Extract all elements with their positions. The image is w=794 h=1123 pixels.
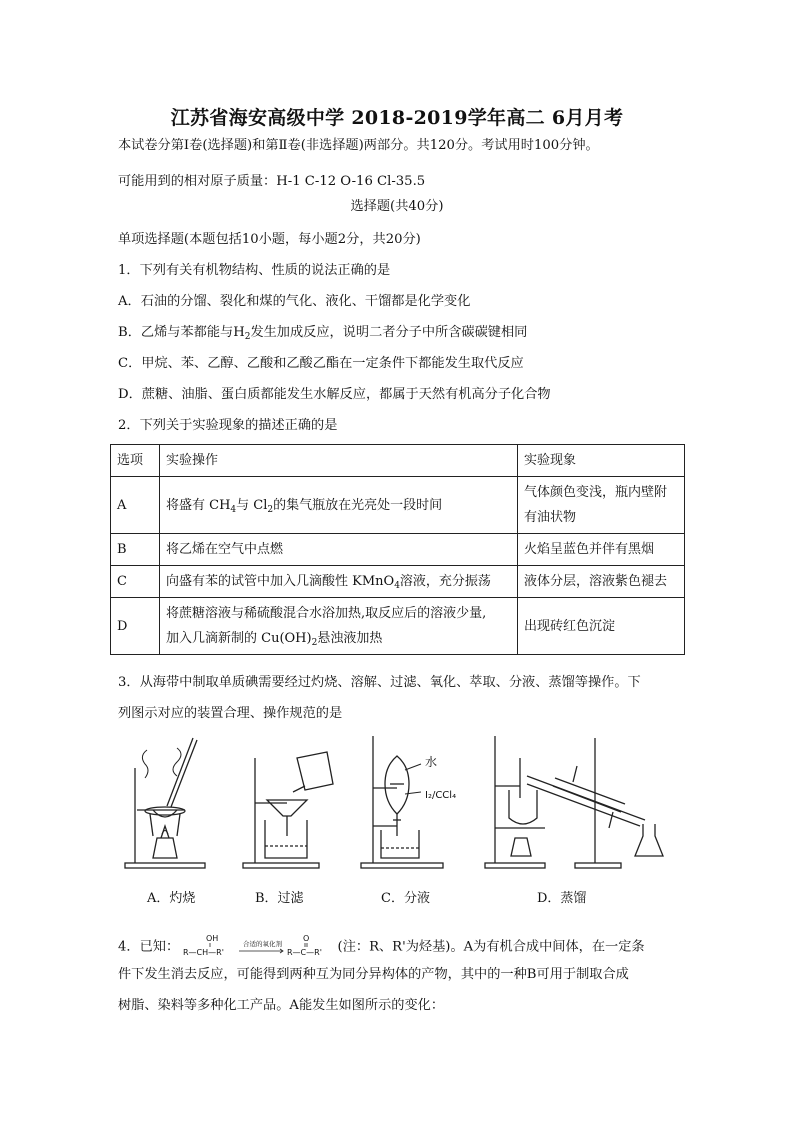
row-phenomenon: 液体分层，溶液紫色褪去 (518, 566, 685, 598)
op-text: 向盛有苯的试管中加入几滴酸性 KMnO (166, 574, 395, 589)
table-row (111, 566, 685, 598)
row-phenomenon: 出现砖红色沉淀 (518, 598, 685, 655)
op-sub: 2 (311, 638, 318, 648)
exam-title: 江苏省海安高级中学 2018-2019学年高二 6月月考 (170, 107, 624, 129)
caption-c: C．分液 (381, 891, 430, 906)
header-option: 选项 (111, 445, 160, 477)
q2-stem: 2．下列关于实验现象的描述正确的是 (118, 418, 338, 433)
section-title: 选择题(共40分) (350, 199, 444, 214)
apparatus-b-filtration (243, 752, 333, 868)
caption-d: D．蒸馏 (537, 891, 587, 906)
op-text: 将盛有 CH (166, 497, 231, 513)
q1-stem: 1．下列有关有机物结构、性质的说法正确的是 (118, 263, 391, 278)
q4-line1 (118, 932, 645, 962)
q1-option-b (118, 323, 527, 343)
single-choice-header: 单项选择题(本题包括10小题，每小题2分，共20分) (118, 232, 421, 247)
q4-line1-post: (注：R、R'为烃基)。A为有机合成中间体，在一定条 (337, 939, 645, 955)
op-text: 溶液，充分振荡 (399, 574, 491, 589)
reactant-oh: OH (206, 934, 219, 943)
q4-line3: 树脂、染料等多种化工产品。A能发生如图所示的变化： (118, 998, 445, 1013)
q4-pre: 4．已知： (118, 939, 180, 955)
reaction-scheme (183, 932, 333, 962)
q4-line2: 件下发生消去反应，可能得到两种互为同分异构体的产物，其中的一种B可用于制取合成 (118, 967, 629, 982)
row-option: D (111, 598, 160, 655)
op-text: 悬浊液加热 (317, 631, 383, 646)
header-operation: 实验操作 (160, 445, 518, 477)
ph-line: 气体颜色变浅，瓶内壁附 (524, 485, 668, 500)
q1-option-d: D．蔗糖、油脂、蛋白质都能发生水解反应，都属于天然有机高分子化合物 (118, 387, 551, 402)
reactant-formula: R—CH—R' (183, 948, 225, 957)
op-line (166, 626, 511, 651)
q3-stem-line1: 3．从海带中制取单质碘需要经过灼烧、溶解、过滤、氧化、萃取、分液、蒸馏等操作。下 (118, 675, 641, 690)
op-sub: 4 (230, 504, 237, 515)
op-text: 的集气瓶放在光亮处一段时间 (273, 497, 443, 513)
row-operation (160, 477, 518, 534)
q1-option-c: C．甲烷、苯、乙醇、乙酸和乙酸乙酯在一定条件下都能发生取代反应 (118, 356, 524, 371)
row-operation: 将乙烯在空气中点燃 (160, 534, 518, 566)
q3-stem-line2: 列图示对应的装置合理、操作规范的是 (118, 706, 343, 721)
q1-b-post: 发生加成反应，说明二者分子中所含碳碳键相同 (250, 325, 528, 340)
atomic-masses: 可能用到的相对原子质量：H-1 C-12 O-16 Cl-35.5 (118, 174, 426, 189)
label-water: 水 (425, 755, 438, 769)
caption-a: A．灼烧 (147, 891, 196, 906)
op-text: 加入几滴新制的 Cu(OH) (166, 631, 312, 646)
q1-option-a: A．石油的分馏、裂化和煤的气化、液化、干馏都是化学变化 (118, 294, 471, 309)
table-row (111, 598, 685, 655)
header-phenomenon: 实验现象 (518, 445, 685, 477)
ph-line: 有油状物 (524, 510, 577, 525)
row-phenomenon (518, 477, 685, 534)
row-operation (160, 566, 518, 598)
table-row (111, 534, 685, 566)
apparatus-figures (115, 728, 685, 908)
op-text: 与 Cl (236, 497, 268, 513)
caption-b: B．过滤 (255, 891, 304, 906)
q2-table (110, 444, 685, 655)
intro-text: 本试卷分第Ⅰ卷(选择题)和第Ⅱ卷(非选择题)两部分。共120分。考试用时100分钟。 (118, 138, 599, 153)
op-sub: 2 (267, 504, 274, 515)
apparatus-a-burning (125, 738, 205, 868)
apparatus-d-distillation (485, 736, 663, 868)
row-operation (160, 598, 518, 655)
q1-b-pre: B．乙烯与苯都能与H (118, 325, 245, 340)
q1-b-sub: 2 (244, 332, 251, 342)
row-option: B (111, 534, 160, 566)
product-o: O (303, 934, 310, 943)
row-option: A (111, 477, 160, 534)
arrow-label: 合适的氧化剂 (243, 940, 283, 948)
op-sub: 4 (394, 581, 400, 591)
product-formula: R—C—R' (287, 948, 323, 957)
op-line: 将蔗糖溶液与稀硫酸混合水浴加热,取反应后的溶液少量, (166, 606, 487, 621)
table-row (111, 477, 685, 534)
table-header-row (111, 445, 685, 477)
label-i2-ccl4: I₂/CCl₄ (425, 790, 457, 801)
row-phenomenon: 火焰呈蓝色并伴有黑烟 (518, 534, 685, 566)
row-option: C (111, 566, 160, 598)
